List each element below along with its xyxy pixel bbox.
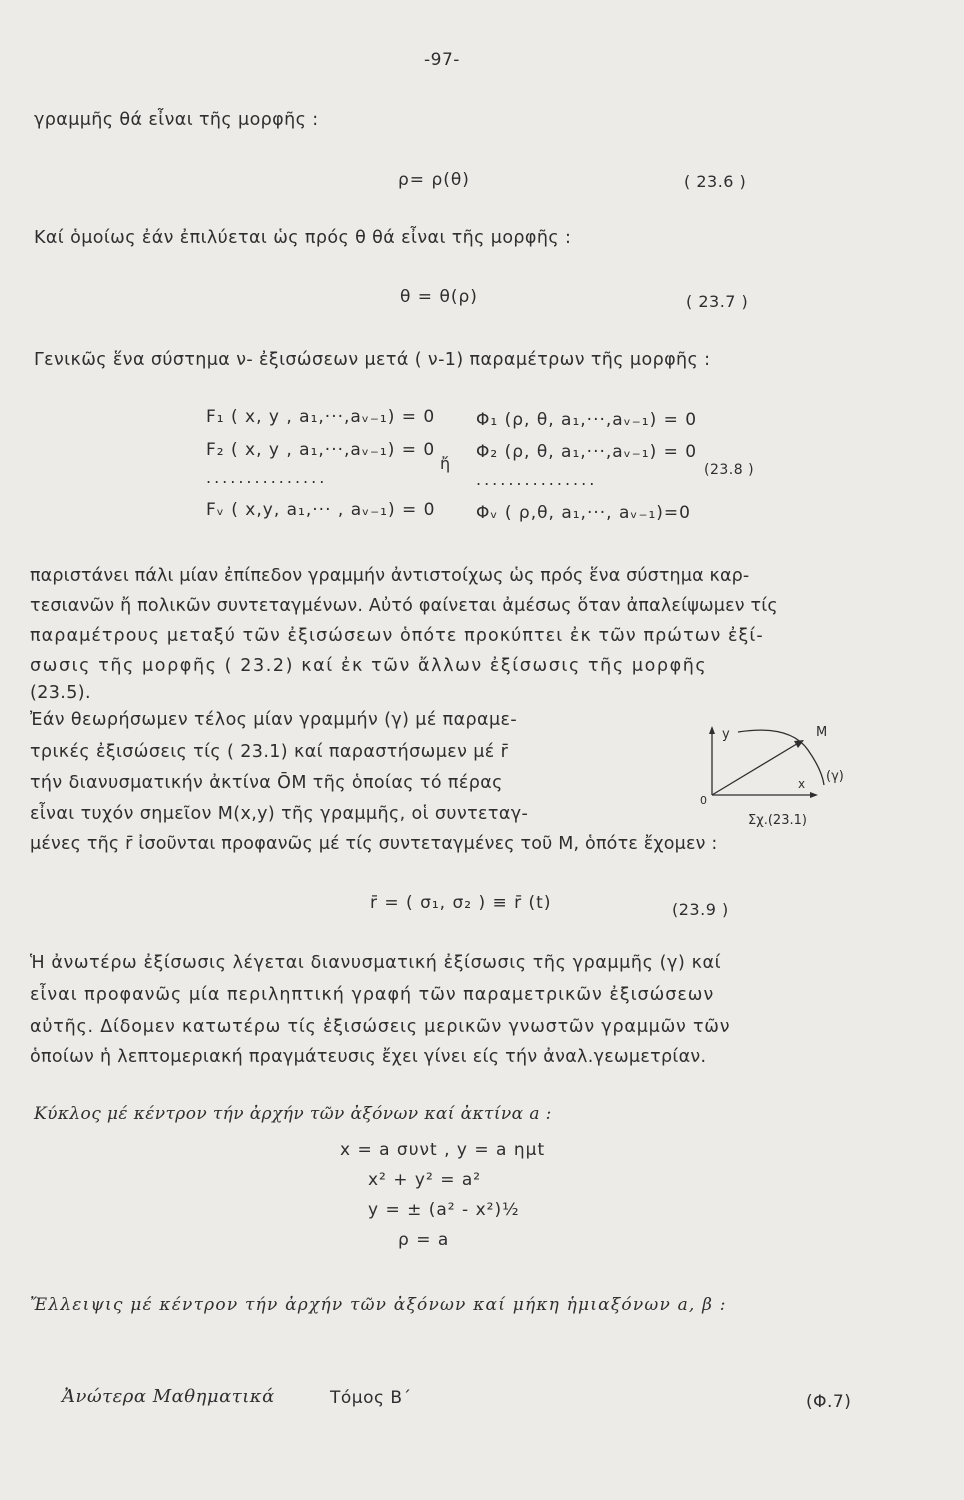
paragraph-2-line-1: Ἐάν θεωρήσωμεν τέλος μίαν γραμμήν (γ) μέ παραμε- <box>30 710 518 730</box>
radius-vector-line <box>712 742 800 795</box>
paragraph-3-line-4: ὁποίων ἡ λεπτομεριακή πραγμάτευσις ἔχει γίνει είς τήν ἀναλ.γεωμετρίαν. <box>30 1047 707 1067</box>
paragraph-3-line-3: αὐτῆς. Δίδομεν κατωτέρω τίς ἐξισώσεις μερικῶν γνωστῶν γραμμῶν τῶν <box>30 1017 731 1037</box>
figure-point-label: M <box>816 725 828 740</box>
footer-title: Ἀνώτερα Μαθηματικά <box>62 1386 275 1407</box>
paragraph-2-line-4: εἶναι τυχόν σημεῖον M(x,y) τῆς γραμμῆς, οἱ συντεταγ- <box>30 804 529 824</box>
figure-23-1 <box>690 720 860 830</box>
system-right-eq-2: Φ₂ (ρ, θ, a₁,···,aᵥ₋₁) = 0 <box>476 442 698 462</box>
system-right-dots: ............... <box>476 470 598 489</box>
x-axis-arrowhead <box>810 792 818 798</box>
equation-23-9-label: (23.9 ) <box>672 900 729 919</box>
paragraph-1-line-3: παραμέτρους μεταξύ τῶν ἐξισώσεων ὁπότε προκύπτει ἐκ τῶν πρώτων ἐξί- <box>30 626 764 646</box>
system-left-eq-2: F₂ ( x, y , a₁,···,aᵥ₋₁) = 0 <box>206 440 436 460</box>
footer-volume: Τόμος Β΄ <box>330 1388 412 1408</box>
equation-23-7-label: ( 23.7 ) <box>686 292 749 311</box>
page-number: -97- <box>424 50 460 70</box>
paragraph-2-line-2: τρικές ἐξισώσεις τίς ( 23.1) καί παραστήσωμεν μέ r̄ <box>30 742 509 762</box>
paragraph-1-line-4: σωσις τῆς μορφῆς ( 23.2) καί ἐκ τῶν ἄλλων ἐξίσωσις τῆς μορφῆς <box>30 656 708 676</box>
paragraph-3-line-2: εἶναι προφανῶς μία περιληπτική γραφή τῶν παραμετρικῶν ἐξισώσεων <box>30 985 715 1005</box>
paragraph-1-line-5: (23.5). <box>30 683 91 703</box>
intro-line: γραμμῆς θά εἶναι τῆς μορφῆς : <box>34 110 319 130</box>
paragraph-1-line-1: παριστάνει πάλι μίαν ἐπίπεδον γραμμήν ἀντιστοίχως ὡς πρός ἕνα σύστημα καρ- <box>30 566 750 586</box>
figure-curve-label: (γ) <box>826 769 844 784</box>
circle-heading: Κύκλος μέ κέντρον τήν ἀρχήν τῶν ἀξόνων καί ἀκτίνα a : <box>34 1104 552 1124</box>
footer-mark: (Φ.7) <box>806 1392 852 1412</box>
paragraph-2-line-3: τήν διανυσματικήν ἀκτίνα ŌM τῆς ὁποίας τό πέρας <box>30 773 503 793</box>
equation-23-6: ρ= ρ(θ) <box>398 170 470 190</box>
curve-gamma <box>738 730 824 785</box>
system-or: ἤ <box>440 454 452 473</box>
system-label: (23.8 ) <box>704 462 755 478</box>
circle-eq-3: y = ± (a² - x²)½ <box>368 1200 520 1220</box>
system-left-eq-1: F₁ ( x, y , a₁,···,aᵥ₋₁) = 0 <box>206 407 436 427</box>
system-right-eq-v: Φᵥ ( ρ,θ, a₁,···, aᵥ₋₁)=0 <box>476 503 691 523</box>
circle-eq-1: x = a συνt , y = a ημt <box>340 1140 546 1160</box>
figure-origin-label: 0 <box>700 794 707 807</box>
line-general-system: Γενικῶς ἕνα σύστημα ν- ἐξισώσεων μετά ( ν-1) παραμέτρων τῆς μορφῆς : <box>34 350 711 370</box>
y-axis-arrowhead <box>709 726 715 734</box>
system-left-eq-v: Fᵥ ( x,y, a₁,··· , aᵥ₋₁) = 0 <box>206 500 436 520</box>
figure-y-label: y <box>722 727 730 742</box>
figure-caption: Σχ.(23.1) <box>748 813 807 828</box>
line-similarly: Καί ὁμοίως ἐάν ἐπιλύεται ὡς πρός θ θά εἶναι τῆς μορφῆς : <box>34 228 572 248</box>
circle-eq-2: x² + y² = a² <box>368 1170 482 1190</box>
ellipse-heading: Ἔλλειψις μέ κέντρον τήν ἀρχήν τῶν ἀξόνων καί μήκη ἡμιαξόνων a, β : <box>30 1295 727 1315</box>
system-right-eq-1: Φ₁ (ρ, θ, a₁,···,aᵥ₋₁) = 0 <box>476 410 698 430</box>
circle-eq-4: ρ = a <box>398 1230 450 1250</box>
paragraph-2-line-5: μένες τῆς r̄ ἰσοῦνται προφανῶς μέ τίς συντεταγμένες τοῦ M, ὁπότε ἔχομεν : <box>30 834 718 854</box>
system-left-dots: ............... <box>206 468 328 487</box>
equation-23-6-label: ( 23.6 ) <box>684 172 747 191</box>
paragraph-3-line-1: Ἡ ἀνωτέρω ἐξίσωσις λέγεται διανυσματική ἐξίσωσις τῆς γραμμῆς (γ) καί <box>30 953 722 973</box>
figure-x-label: x <box>798 777 806 791</box>
paragraph-1-line-2: τεσιανῶν ἤ πολικῶν συντεταγμένων. Αὐτό φαίνεται ἀμέσως ὅταν ἀπαλείψωμεν τίς <box>30 596 778 616</box>
equation-23-9: r̄ = ( σ₁, σ₂ ) ≡ r̄ (t) <box>370 893 552 913</box>
equation-23-7: θ = θ(ρ) <box>400 287 478 307</box>
